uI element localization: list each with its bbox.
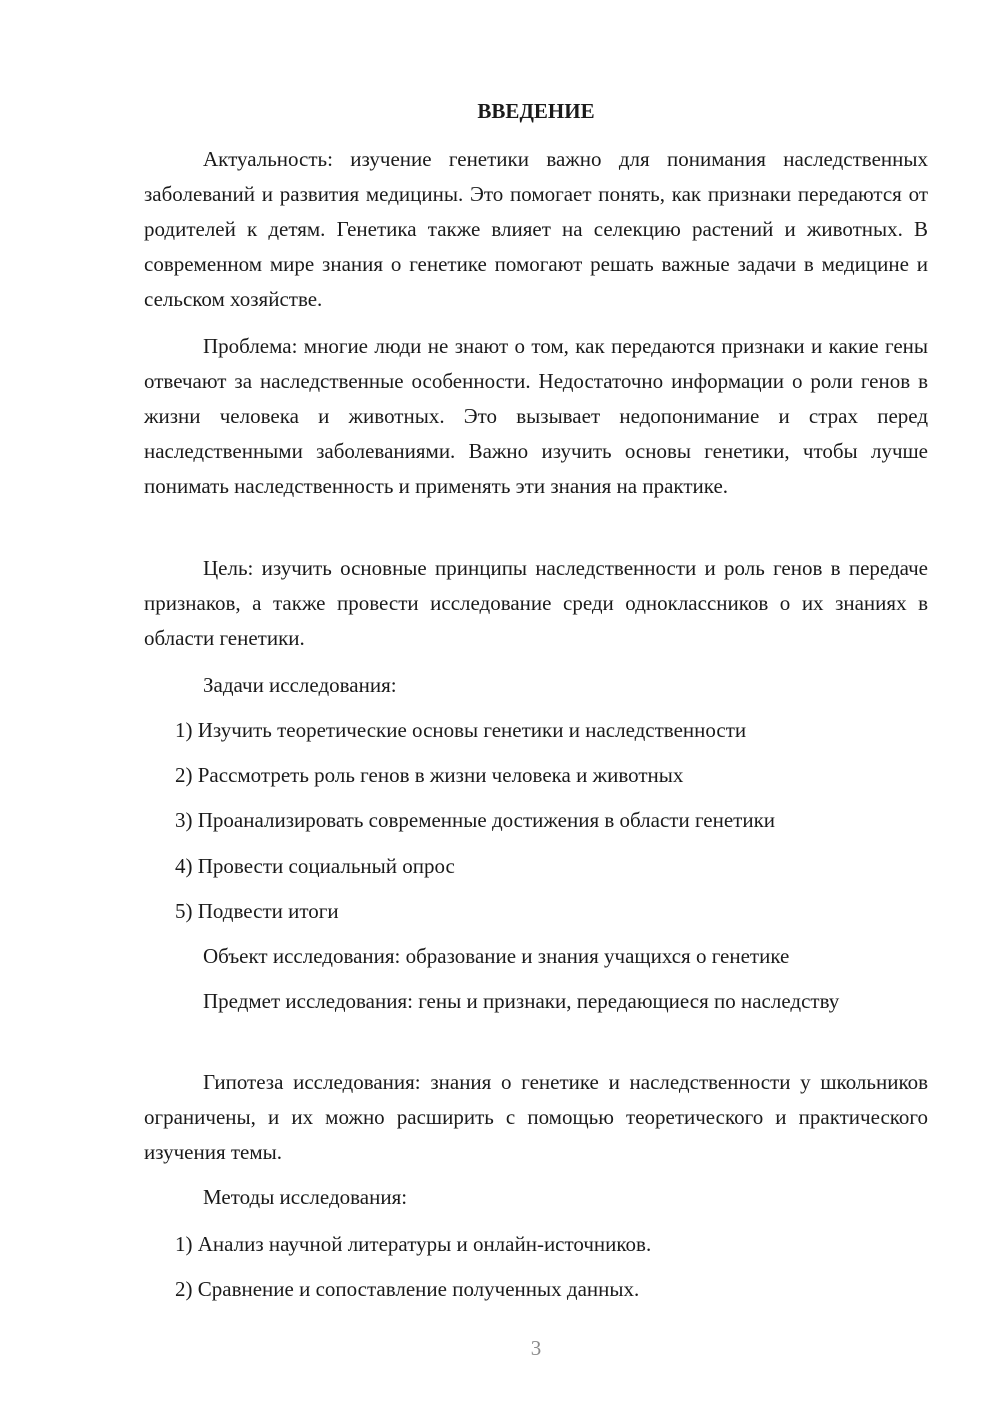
object-paragraph: Объект исследования: образование и знания учащихся о генетике	[203, 944, 790, 968]
relevance-paragraph: Актуальность: изучение генетики важно для понимания наследственных заболеваний и развития медицины. Это помогает понять, как признаки передаются от родителей к детям. Генетика также влияет на селекцию растений и животных. В современном мире знания о генетике помогают решать важные задачи в медицине и сельском хозяйстве.	[144, 147, 928, 311]
page-title: ВВЕДЕНИЕ	[477, 99, 595, 123]
task-item: 1) Изучить теоретические основы генетики и наследственности	[175, 718, 747, 742]
task-item: 4) Провести социальный опрос	[175, 854, 455, 878]
tasks-heading: Задачи исследования:	[203, 673, 397, 697]
page-number: 3	[530, 1336, 542, 1360]
methods-heading: Методы исследования:	[203, 1185, 408, 1209]
method-item: 2) Сравнение и сопоставление полученных данных.	[175, 1277, 640, 1301]
method-item: 1) Анализ научной литературы и онлайн-источников.	[175, 1232, 652, 1256]
hypothesis-paragraph: Гипотеза исследования: знания о генетике и наследственности у школьников ограничены, и их можно расширить с помощью теоретического и практического изучения темы.	[144, 1070, 928, 1164]
task-item: 5) Подвести итоги	[175, 899, 339, 923]
subject-paragraph: Предмет исследования: гены и признаки, передающиеся по наследству	[203, 989, 840, 1013]
task-item: 3) Проанализировать современные достижения в области генетики	[175, 808, 776, 832]
task-item: 2) Рассмотреть роль генов в жизни человека и животных	[175, 763, 684, 787]
problem-paragraph: Проблема: многие люди не знают о том, как передаются признаки и какие гены отвечают за наследственные особенности. Недостаточно информации о роли генов в жизни человека и животных. Это вызывает недопонимание и страх перед наследственными заболеваниями. Важно изучить основы генетики, чтобы лучше понимать наследственность и применять эти знания на практике.	[144, 334, 928, 498]
goal-paragraph: Цель: изучить основные принципы наследственности и роль генов в передаче признаков, а также провести исследование среди одноклассников о их знаниях в области генетики.	[144, 556, 928, 650]
